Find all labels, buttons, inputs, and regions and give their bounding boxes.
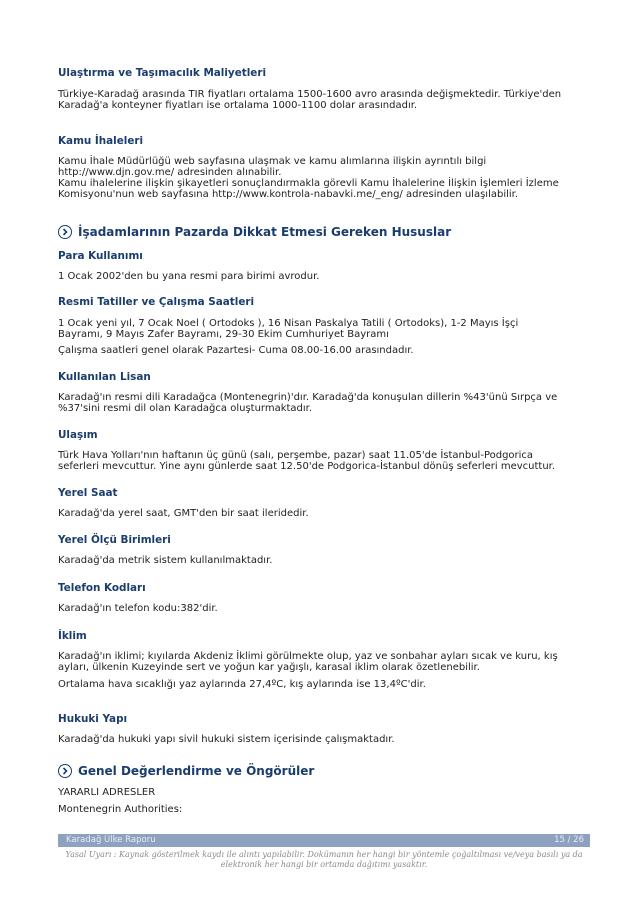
paragraph-line: Karadağ'ın iklimi; kıyılarda Akdeniz İklimi görülmekte olup, yaz ve sonbahar ayları sıcak ve kuru, kış (58, 651, 558, 662)
paragraph-line: Türkiye-Karadağ arasında TIR fiyatları ortalama 1500-1600 avro arasında değişmektedir. Türkiye'den (58, 89, 562, 100)
footer-bar (58, 834, 590, 847)
paragraph-line: Komisyonu'nun web sayfasına http://www.kontrola-nabavki.me/_eng/ adresinden ulaşılabilir. (58, 189, 519, 200)
section-title-evaluation (58, 764, 314, 778)
paragraph-line: 1 Ocak yeni yıl, 7 Ocak Noel ( Ortodoks ), 16 Nisan Paskalya Tatili ( Ortodoks), 1-2 Mayıs İşçi (58, 318, 519, 329)
heading-legal: Hukuki Yapı (58, 713, 128, 725)
paragraph-line: %37'sini resmi dil olan Karadağca oluşturmaktadır. (58, 403, 313, 414)
heading-currency: Para Kullanımı (58, 250, 143, 262)
heading-units: Yerel Ölçü Birimleri (58, 534, 171, 546)
paragraph-line: Karadağ'da metrik sistem kullanılmaktadır. (58, 555, 273, 566)
paragraph-line: Bayramı, 9 Mayıs Zafer Bayramı, 29-30 Ekim Cumhuriyet Bayramı (58, 329, 389, 340)
heading-public-tenders: Kamu İhaleleri (58, 135, 144, 147)
page-number: 15 / 26 (554, 835, 584, 845)
heading-transport-cost: Ulaştırma ve Taşımacılık Maliyetleri (58, 67, 267, 79)
paragraph-line: Ortalama hava sıcaklığı yaz aylarında 27,4ºC, kış aylarında ise 13,4ºC'dir. (58, 679, 426, 690)
paragraph-line: seferleri mevcuttur. Yine aynı günlerde saat 12.50'de Podgorica-İstanbul dönüş seferleri mevcuttur. (58, 461, 556, 472)
heading-phone: Telefon Kodları (58, 582, 146, 594)
paragraph-line: Karadağ'a konteyner fiyatları ise ortalama 1000-1100 dolar arasındadır. (58, 100, 418, 111)
section-title: İşadamlarının Pazarda Dikkat Etmesi Gereken Hususlar (78, 225, 452, 239)
paragraph-line: Kamu İhale Müdürlüğü web sayfasına ulaşmak ve kamu alımlarına ilişkin ayrıntılı bilgi (58, 156, 487, 167)
paragraph-line: YARARLI ADRESLER (58, 787, 156, 798)
chevron-circle-icon (58, 764, 72, 778)
paragraph-line: Karadağ'da hukuki yapı sivil hukuki sistem içerisinde çalışmaktadır. (58, 734, 395, 745)
paragraph-line: Karadağ'da yerel saat, GMT'den bir saat ileridedir. (58, 508, 309, 519)
legal-disclaimer: Yasal Uyarı : Kaynak gösterilmek kaydı ile alıntı yapılabilir. Dokümanın her hangi bir yöntemle çoğaltılması ve/veya basılı ya da elektronik her hangi bir ortamda dağıtımı yasaktır. (65, 850, 583, 869)
heading-holidays: Resmi Tatiller ve Çalışma Saatleri (58, 296, 255, 308)
paragraph-line: http://www.djn.gov.me/ adresinden alınabilir. (58, 167, 282, 178)
paragraph-line: ayları, ülkenin Kuzeyinde sert ve yoğun kar yağışlı, karasal iklim olarak özetlenebilir. (58, 662, 480, 673)
chevron-circle-icon (58, 225, 72, 239)
paragraph-line: Kamu ihalelerine ilişkin şikayetleri sonuçlandırmakla görevli Kamu İhalelerine İlişkin İşlemleri İzleme (58, 178, 559, 189)
paragraph-line: Çalışma saatleri genel olarak Pazartesi- Cuma 08.00-16.00 arasındadır. (58, 345, 414, 356)
paragraph-line: Montenegrin Authorities: (58, 804, 183, 815)
heading-local-time: Yerel Saat (58, 487, 118, 499)
paragraph-line: Karadağ'ın telefon kodu:382'dir. (58, 603, 218, 614)
paragraph-line: Türk Hava Yolları'nın haftanın üç günü (salı, perşembe, pazar) saat 11.05'de İstanbul-Podgorica (58, 450, 534, 461)
paragraph-line: 1 Ocak 2002'den bu yana resmi para birimi avrodur. (58, 271, 320, 282)
section-title: Genel Değerlendirme ve Öngörüler (78, 764, 315, 778)
footer-report-title: Karadağ Ülke Raporu (66, 835, 156, 845)
heading-climate: İklim (58, 630, 87, 642)
heading-transport: Ulaşım (58, 429, 98, 441)
heading-language: Kullanılan Lisan (58, 371, 151, 383)
section-title-business-notes (58, 225, 451, 239)
paragraph-line: Karadağ'ın resmi dili Karadağca (Montenegrin)'dır. Karadağ'da konuşulan dillerin %43'ünü Sırpça ve (58, 392, 558, 403)
